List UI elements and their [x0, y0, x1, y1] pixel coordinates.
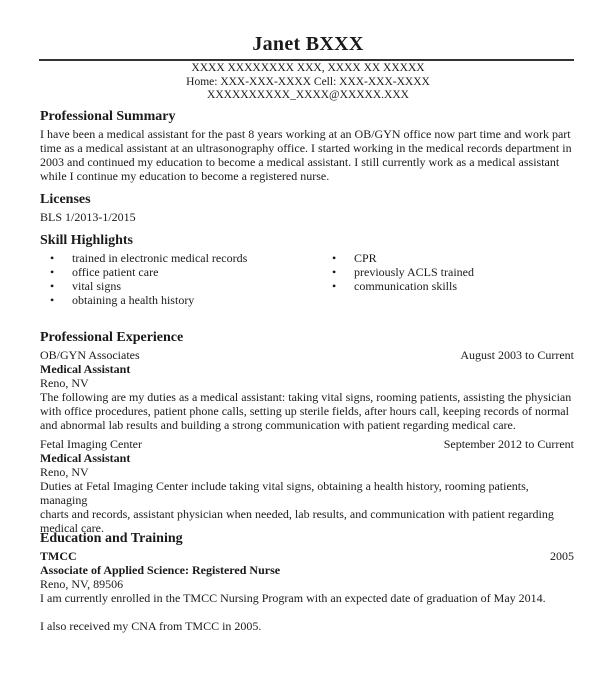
- skills-columns: [40, 251, 574, 307]
- education-title: Education and Training: [40, 531, 183, 546]
- contact-info: [0, 62, 616, 103]
- skills-section: [40, 233, 574, 307]
- resume-header: [0, 33, 616, 55]
- education-section: [40, 531, 574, 633]
- header-divider: [39, 59, 574, 61]
- summary-section: [40, 109, 574, 183]
- job-desc-line: medical care.: [40, 521, 104, 535]
- summary-line-1: I have been a medical assistant for the past 8 years working at an OB/GYN office now part time and work part: [40, 127, 571, 141]
- summary-title: Professional Summary: [40, 109, 176, 124]
- education-year: 2005: [550, 549, 574, 563]
- skill-item: • obtaining a health history: [40, 293, 322, 307]
- contact-phones: Home: XXX-XXX-XXXX Cell: XXX-XXX-XXXX: [186, 75, 430, 88]
- license-text: BLS 1/2013-1/2015: [40, 210, 136, 224]
- contact-email[interactable]: XXXXXXXXXX_XXXX@XXXXX.XXX: [207, 89, 409, 101]
- job-employer: OB/GYN Associates: [40, 348, 140, 362]
- education-note-2: I also received my CNA from TMCC in 2005.: [40, 619, 262, 633]
- job-entry-2: [40, 437, 574, 535]
- skills-column-1: [40, 251, 322, 307]
- job-role: Medical Assistant: [40, 451, 131, 465]
- skill-item: • office patient care: [40, 265, 322, 279]
- contact-address: XXXX XXXXXXXX XXX, XXXX XX XXXXX: [191, 62, 425, 74]
- experience-section: [40, 330, 574, 535]
- summary-line-2: time as a medical assistant at an ultrasonography office. I started working in the medical records department in: [40, 141, 572, 155]
- candidate-name: Janet BXXX: [252, 33, 364, 55]
- summary-line-4: while I continue my education to become a registered nurse.: [40, 169, 330, 183]
- job-desc-line: charts and records, assistant physician when needed, lab results, and communication with patient regarding: [40, 507, 554, 521]
- job-dates: August 2003 to Current: [460, 348, 574, 362]
- education-note-1: I am currently enrolled in the TMCC Nursing Program with an expected date of graduation of May 2014.: [40, 591, 546, 605]
- licenses-title: Licenses: [40, 192, 91, 207]
- skill-item: • communication skills: [322, 279, 562, 293]
- job-location: Reno, NV: [40, 465, 89, 479]
- job-desc-line: Duties at Fetal Imaging Center include taking vital signs, obtaining a health history, rooming patients, managing: [40, 479, 529, 507]
- job-employer: Fetal Imaging Center: [40, 437, 142, 451]
- education-degree: Associate of Applied Science: Registered Nurse: [40, 563, 281, 577]
- skill-item: • previously ACLS trained: [322, 265, 562, 279]
- skills-title: Skill Highlights: [40, 233, 133, 248]
- skill-item: • vital signs: [40, 279, 322, 293]
- job-header: [40, 437, 574, 451]
- job-desc-line: The following are my duties as a medical assistant: taking vital signs, rooming patients, assisting the physician: [40, 390, 572, 404]
- job-header: [40, 348, 574, 362]
- job-dates: September 2012 to Current: [443, 437, 574, 451]
- job-desc-line: and abnormal lab results and building a strong communication with patient regarding medical care.: [40, 418, 516, 432]
- job-desc-line: with office procedures, patient phone calls, setting up sterile fields, after hours call, keeping records of normal: [40, 404, 569, 418]
- job-entry-1: [40, 348, 574, 432]
- skill-item: • trained in electronic medical records: [40, 251, 322, 265]
- job-role: Medical Assistant: [40, 362, 131, 376]
- skills-column-2: [322, 251, 562, 307]
- skill-item: • CPR: [322, 251, 562, 265]
- education-header: [40, 549, 574, 563]
- licenses-section: [40, 192, 574, 224]
- experience-title: Professional Experience: [40, 330, 184, 345]
- education-school: TMCC: [40, 549, 77, 563]
- summary-line-3: 2003 and continued my education to become a medical assistant. I still currently work as a medical assistant: [40, 155, 560, 169]
- job-location: Reno, NV: [40, 376, 89, 390]
- education-location: Reno, NV, 89506: [40, 577, 124, 591]
